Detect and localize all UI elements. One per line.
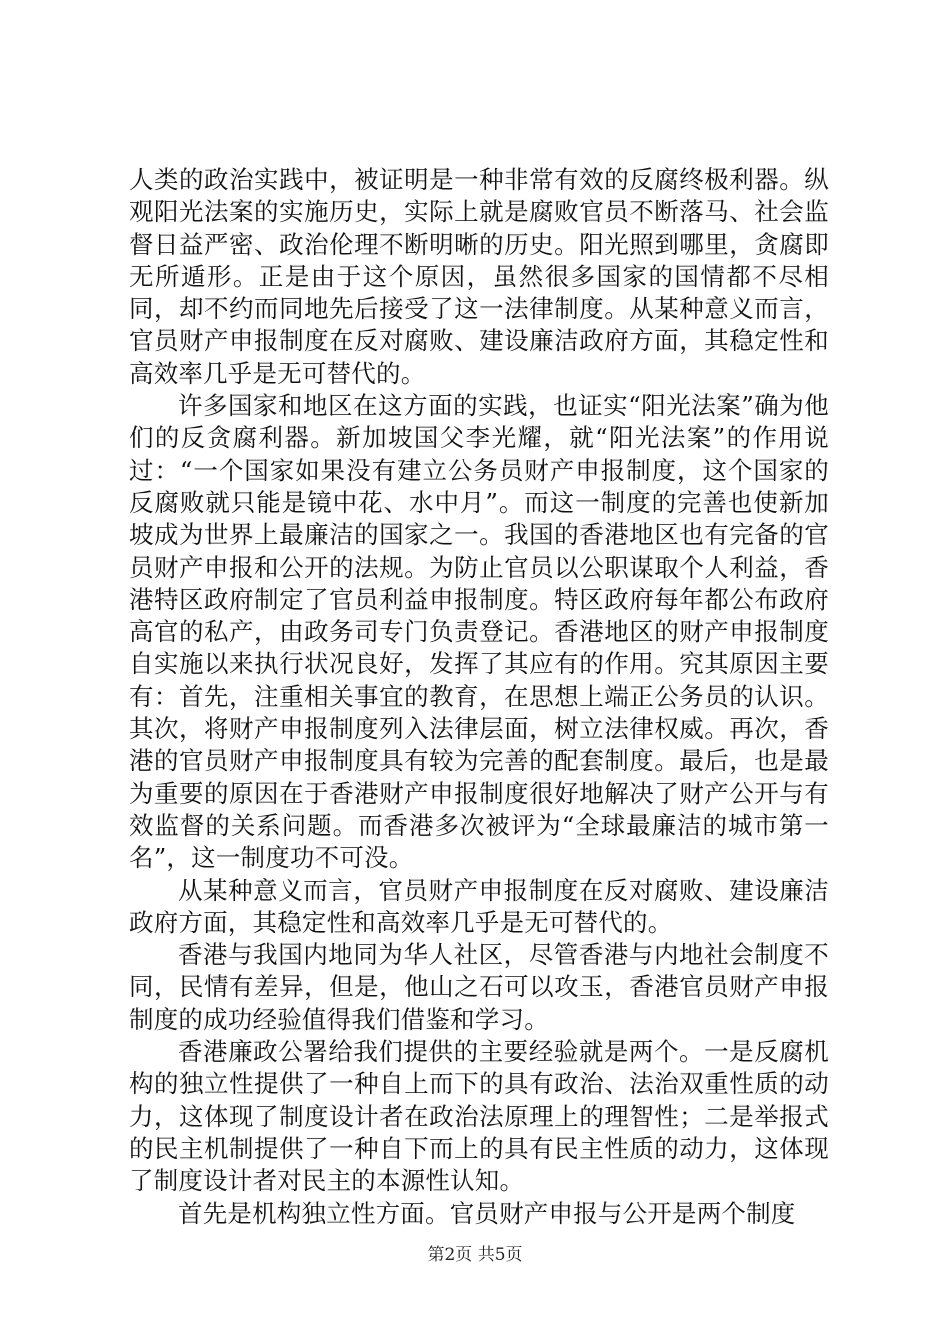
page-number: 第2页 共5页 — [427, 1245, 523, 1265]
paragraph-4: 香港与我国内地同为华人社区，尽管香港与内地社会制度不同，民情有差异，但是，他山之石可以攻玉，香港官员财产申报制度的成功经验值得我们借鉴和学习。 — [129, 940, 829, 1034]
paragraph-6: 首先是机构独立性方面。官员财产申报与公开是两个制度 — [178, 1198, 796, 1228]
paragraph-3: 从某种意义而言，官员财产申报制度在反对腐败、建设廉洁政府方面，其稳定性和高效率几乎是无可替代的。 — [129, 875, 829, 937]
paragraph-1: 人类的政治实践中，被证明是一种非常有效的反腐终极利器。纵观阳光法案的实施历史，实际上就是腐败官员不断落马、社会监督日益严密、政治伦理不断明晰的历史。阳光照到哪里，贪腐即无所遁形。正是由于这个原因，虽然很多国家的国情都不尽相同，却不约而同地先后接受了这一法律制度。从某种意义而言，官员财产申报制度在反对腐败、建设廉洁政府方面，其稳定性和高效率几乎是无可替代的。 — [129, 165, 829, 388]
paragraph-5: 香港廉政公署给我们提供的主要经验就是两个。一是反腐机构的独立性提供了一种自上而下的具有政治、法治双重性质的动力，这体现了制度设计者在政治法原理上的理智性；二是举报式的民主机制提供了一种自下而上的具有民主性质的动力，这体现了制度设计者对民主的本源性认知。 — [129, 1037, 829, 1196]
page-footer — [0, 1244, 950, 1266]
document-body — [129, 164, 829, 1230]
paragraph-2: 许多国家和地区在这方面的实践，也证实“阳光法案”确为他们的反贪腐利器。新加坡国父李光耀，就“阳光法案”的作用说过：“一个国家如果没有建立公务员财产申报制度，这个国家的反腐败就只能是镜中花、水中月”。而这一制度的完善也使新加坡成为世界上最廉洁的国家之一。我国的香港地区也有完备的官员财产申报和公开的法规。为防止官员以公职谋取个人利益，香港特区政府制定了官员利益申报制度。特区政府每年都公布政府高官的私产，由政务司专门负责登记。香港地区的财产申报制度自实施以来执行状况良好，发挥了其应有的作用。究其原因主要有：首先，注重相关事宜的教育，在思想上端正公务员的认识。其次，将财产申报制度列入法律层面，树立法律权威。再次，香港的官员财产申报制度具有较为完善的配套制度。最后，也是最为重要的原因在于香港财产申报制度很好地解决了财产公开与有效监督的关系问题。而香港多次被评为“全球最廉洁的城市第一名”，这一制度功不可没。 — [129, 391, 829, 873]
